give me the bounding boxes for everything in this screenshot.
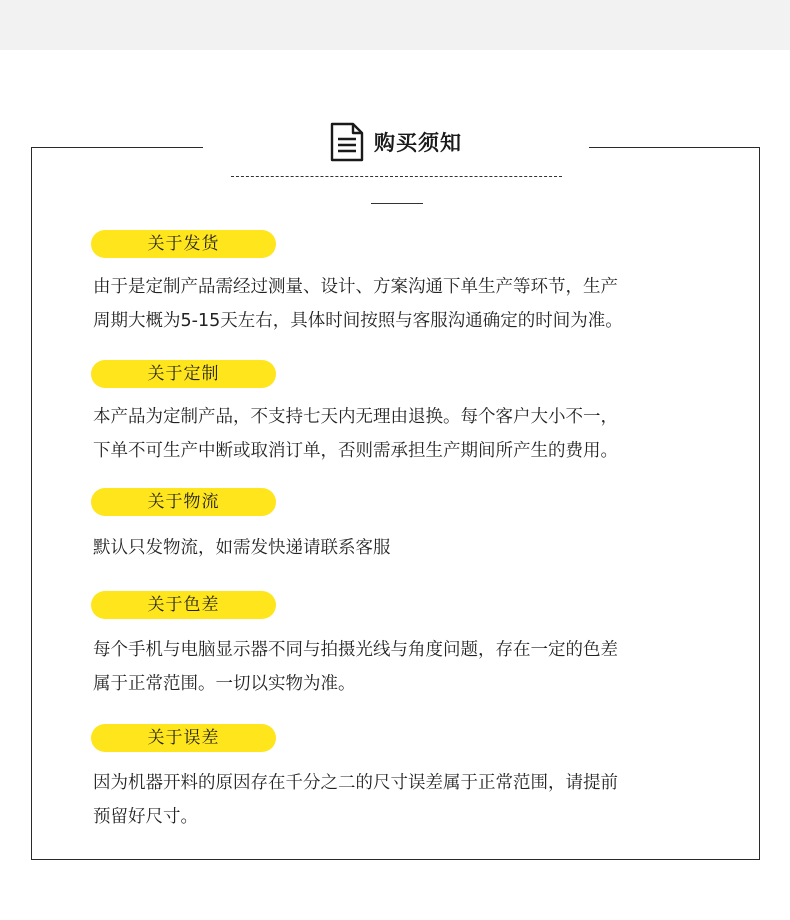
section-label-custom: 关于定制 (91, 360, 276, 388)
section-text-custom (93, 400, 703, 468)
text-line: 因为机器开料的原因存在千分之二的尺寸误差属于正常范围，请提前 (93, 773, 618, 793)
text-line: 由于是定制产品需经过测量、设计、方案沟通下单生产等环节，生产 (93, 277, 618, 297)
section-label-shipping: 关于发货 (91, 230, 276, 258)
text-line: 下单不可生产中断或取消订单，否则需承担生产期间所产生的费用。 (93, 441, 618, 461)
text-line: 本产品为定制产品，不支持七天内无理由退换。每个客户大小不一， (93, 407, 618, 427)
text-line: 属于正常范围。一切以实物为准。 (93, 674, 356, 694)
dashed-divider (231, 176, 562, 177)
text-line: 默认只发物流，如需发快递请联系客服 (93, 538, 391, 558)
section-text-color (93, 633, 703, 701)
section-text-shipping (93, 270, 703, 338)
section-label-color: 关于色差 (91, 591, 276, 619)
text-line: 周期大概为5-15天左右，具体时间按照与客服沟通确定的时间为准。 (93, 311, 623, 331)
document-icon (330, 122, 364, 162)
section-text-logistics (93, 531, 703, 565)
page-title-text: 购买须知 (374, 131, 462, 155)
section-label-tolerance: 关于误差 (91, 724, 276, 752)
top-band (0, 0, 790, 50)
page-title (330, 122, 462, 162)
text-line: 预留好尺寸。 (93, 807, 198, 827)
short-divider (371, 203, 423, 204)
text-line: 每个手机与电脑显示器不同与拍摄光线与角度问题，存在一定的色差 (93, 640, 618, 660)
section-text-tolerance (93, 766, 703, 834)
section-label-logistics: 关于物流 (91, 488, 276, 516)
